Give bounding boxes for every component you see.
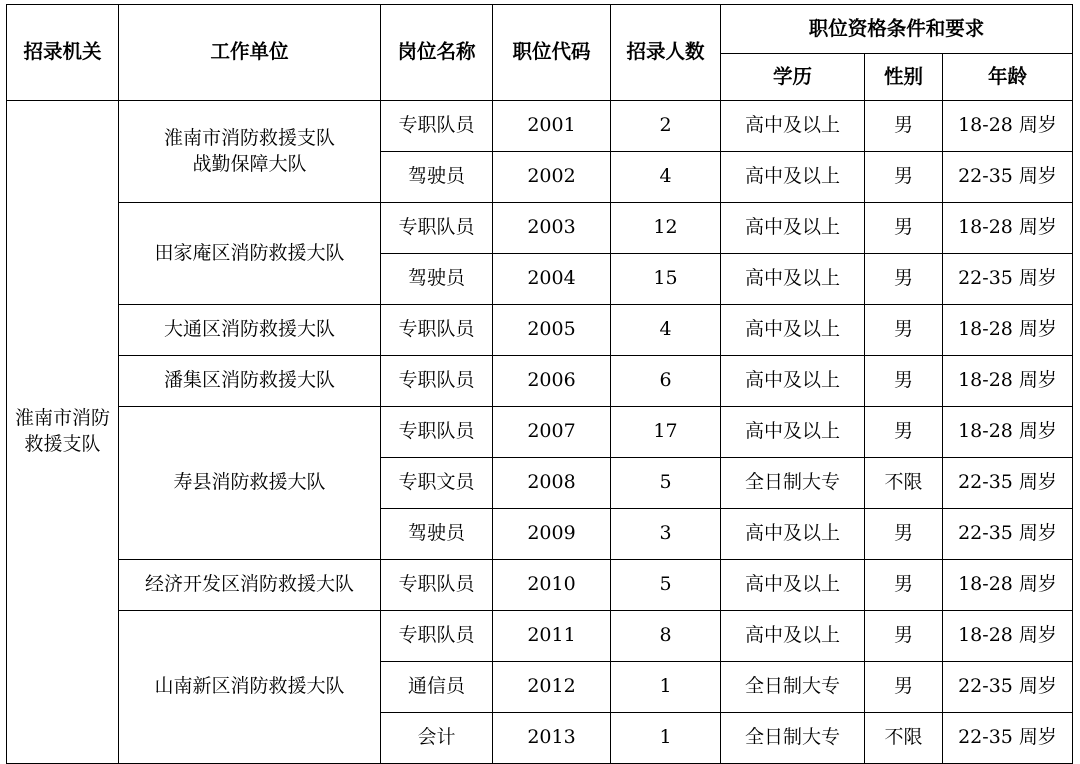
recruit-number: 5 bbox=[611, 560, 721, 611]
age-requirement: 22-35 周岁 bbox=[943, 662, 1073, 713]
table-header bbox=[7, 5, 1073, 101]
unit-name-line: 经济开发区消防救援大队 bbox=[144, 573, 354, 596]
column-header-agency: 招录机关 bbox=[7, 5, 119, 101]
post-name: 驾驶员 bbox=[381, 152, 493, 203]
post-name: 驾驶员 bbox=[381, 509, 493, 560]
post-name: 会计 bbox=[381, 713, 493, 764]
age-requirement: 22-35 周岁 bbox=[943, 713, 1073, 764]
gender-requirement: 男 bbox=[865, 611, 943, 662]
post-name: 专职队员 bbox=[381, 305, 493, 356]
gender-requirement: 男 bbox=[865, 101, 943, 152]
post-name: 专职队员 bbox=[381, 101, 493, 152]
age-requirement: 18-28 周岁 bbox=[943, 305, 1073, 356]
post-code: 2002 bbox=[493, 152, 611, 203]
post-name: 专职队员 bbox=[381, 407, 493, 458]
recruit-number: 3 bbox=[611, 509, 721, 560]
post-name: 专职文员 bbox=[381, 458, 493, 509]
unit-cell bbox=[119, 356, 381, 407]
recruit-number: 6 bbox=[611, 356, 721, 407]
table-row bbox=[7, 305, 1073, 356]
education-requirement: 高中及以上 bbox=[721, 356, 865, 407]
age-requirement: 18-28 周岁 bbox=[943, 560, 1073, 611]
gender-requirement: 不限 bbox=[865, 713, 943, 764]
gender-requirement: 男 bbox=[865, 305, 943, 356]
gender-requirement: 男 bbox=[865, 356, 943, 407]
post-code: 2004 bbox=[493, 254, 611, 305]
education-requirement: 高中及以上 bbox=[721, 203, 865, 254]
age-requirement: 18-28 周岁 bbox=[943, 407, 1073, 458]
post-code: 2013 bbox=[493, 713, 611, 764]
education-requirement: 全日制大专 bbox=[721, 713, 865, 764]
table-row bbox=[7, 560, 1073, 611]
post-name: 驾驶员 bbox=[381, 254, 493, 305]
age-requirement: 18-28 周岁 bbox=[943, 101, 1073, 152]
unit-cell bbox=[119, 305, 381, 356]
column-header-qualification-group: 职位资格条件和要求 bbox=[721, 5, 1073, 54]
education-requirement: 高中及以上 bbox=[721, 101, 865, 152]
education-requirement: 高中及以上 bbox=[721, 509, 865, 560]
gender-requirement: 男 bbox=[865, 662, 943, 713]
post-name: 通信员 bbox=[381, 662, 493, 713]
post-code: 2011 bbox=[493, 611, 611, 662]
education-requirement: 高中及以上 bbox=[721, 560, 865, 611]
header-row-primary bbox=[7, 5, 1073, 54]
table-row bbox=[7, 101, 1073, 152]
unit-name-line: 田家庵区消防救援大队 bbox=[154, 241, 345, 264]
age-requirement: 18-28 周岁 bbox=[943, 356, 1073, 407]
column-header-code: 职位代码 bbox=[493, 5, 611, 101]
agency-line-2: 救援支队 bbox=[24, 433, 101, 455]
unit-cell bbox=[119, 101, 381, 203]
gender-requirement: 男 bbox=[865, 152, 943, 203]
age-requirement: 22-35 周岁 bbox=[943, 254, 1073, 305]
table-row bbox=[7, 407, 1073, 458]
education-requirement: 高中及以上 bbox=[721, 152, 865, 203]
education-requirement: 全日制大专 bbox=[721, 662, 865, 713]
post-code: 2007 bbox=[493, 407, 611, 458]
unit-cell bbox=[119, 611, 381, 764]
post-name: 专职队员 bbox=[381, 611, 493, 662]
recruit-number: 1 bbox=[611, 713, 721, 764]
recruit-number: 1 bbox=[611, 662, 721, 713]
gender-requirement: 男 bbox=[865, 407, 943, 458]
post-name: 专职队员 bbox=[381, 203, 493, 254]
education-requirement: 高中及以上 bbox=[721, 254, 865, 305]
recruit-number: 5 bbox=[611, 458, 721, 509]
recruit-number: 4 bbox=[611, 305, 721, 356]
unit-name-line: 山南新区消防救援大队 bbox=[154, 675, 345, 698]
column-header-number: 招录人数 bbox=[611, 5, 721, 101]
gender-requirement: 男 bbox=[865, 254, 943, 305]
agency-line-1: 淮南市消防 bbox=[14, 407, 110, 430]
age-requirement: 22-35 周岁 bbox=[943, 509, 1073, 560]
post-code: 2001 bbox=[493, 101, 611, 152]
post-code: 2003 bbox=[493, 203, 611, 254]
recruit-number: 2 bbox=[611, 101, 721, 152]
gender-requirement: 不限 bbox=[865, 458, 943, 509]
gender-requirement: 男 bbox=[865, 509, 943, 560]
recruit-number: 17 bbox=[611, 407, 721, 458]
unit-name-line: 寿县消防救援大队 bbox=[173, 471, 326, 494]
unit-cell bbox=[119, 560, 381, 611]
age-requirement: 22-35 周岁 bbox=[943, 152, 1073, 203]
table-row bbox=[7, 203, 1073, 254]
education-requirement: 高中及以上 bbox=[721, 407, 865, 458]
post-code: 2005 bbox=[493, 305, 611, 356]
column-header-post: 岗位名称 bbox=[381, 5, 493, 101]
agency-cell bbox=[7, 101, 119, 764]
recruit-number: 15 bbox=[611, 254, 721, 305]
column-header-age: 年龄 bbox=[943, 54, 1073, 101]
education-requirement: 高中及以上 bbox=[721, 611, 865, 662]
gender-requirement: 男 bbox=[865, 203, 943, 254]
unit-name-line: 战勤保障大队 bbox=[192, 152, 307, 175]
post-code: 2006 bbox=[493, 356, 611, 407]
gender-requirement: 男 bbox=[865, 560, 943, 611]
unit-cell bbox=[119, 407, 381, 560]
unit-cell bbox=[119, 203, 381, 305]
recruitment-table bbox=[6, 4, 1073, 764]
post-code: 2008 bbox=[493, 458, 611, 509]
recruit-number: 4 bbox=[611, 152, 721, 203]
post-name: 专职队员 bbox=[381, 560, 493, 611]
table-row bbox=[7, 611, 1073, 662]
education-requirement: 全日制大专 bbox=[721, 458, 865, 509]
table-row bbox=[7, 356, 1073, 407]
age-requirement: 18-28 周岁 bbox=[943, 203, 1073, 254]
post-name: 专职队员 bbox=[381, 356, 493, 407]
age-requirement: 22-35 周岁 bbox=[943, 458, 1073, 509]
education-requirement: 高中及以上 bbox=[721, 305, 865, 356]
column-header-gender: 性别 bbox=[865, 54, 943, 101]
unit-name-line: 潘集区消防救援大队 bbox=[163, 369, 335, 392]
column-header-unit: 工作单位 bbox=[119, 5, 381, 101]
column-header-education: 学历 bbox=[721, 54, 865, 101]
unit-name-line: 淮南市消防救援支队 bbox=[163, 126, 335, 149]
unit-name-line: 大通区消防救援大队 bbox=[163, 318, 335, 341]
recruit-number: 8 bbox=[611, 611, 721, 662]
post-code: 2010 bbox=[493, 560, 611, 611]
recruit-number: 12 bbox=[611, 203, 721, 254]
age-requirement: 18-28 周岁 bbox=[943, 611, 1073, 662]
table-body bbox=[7, 101, 1073, 764]
post-code: 2012 bbox=[493, 662, 611, 713]
post-code: 2009 bbox=[493, 509, 611, 560]
